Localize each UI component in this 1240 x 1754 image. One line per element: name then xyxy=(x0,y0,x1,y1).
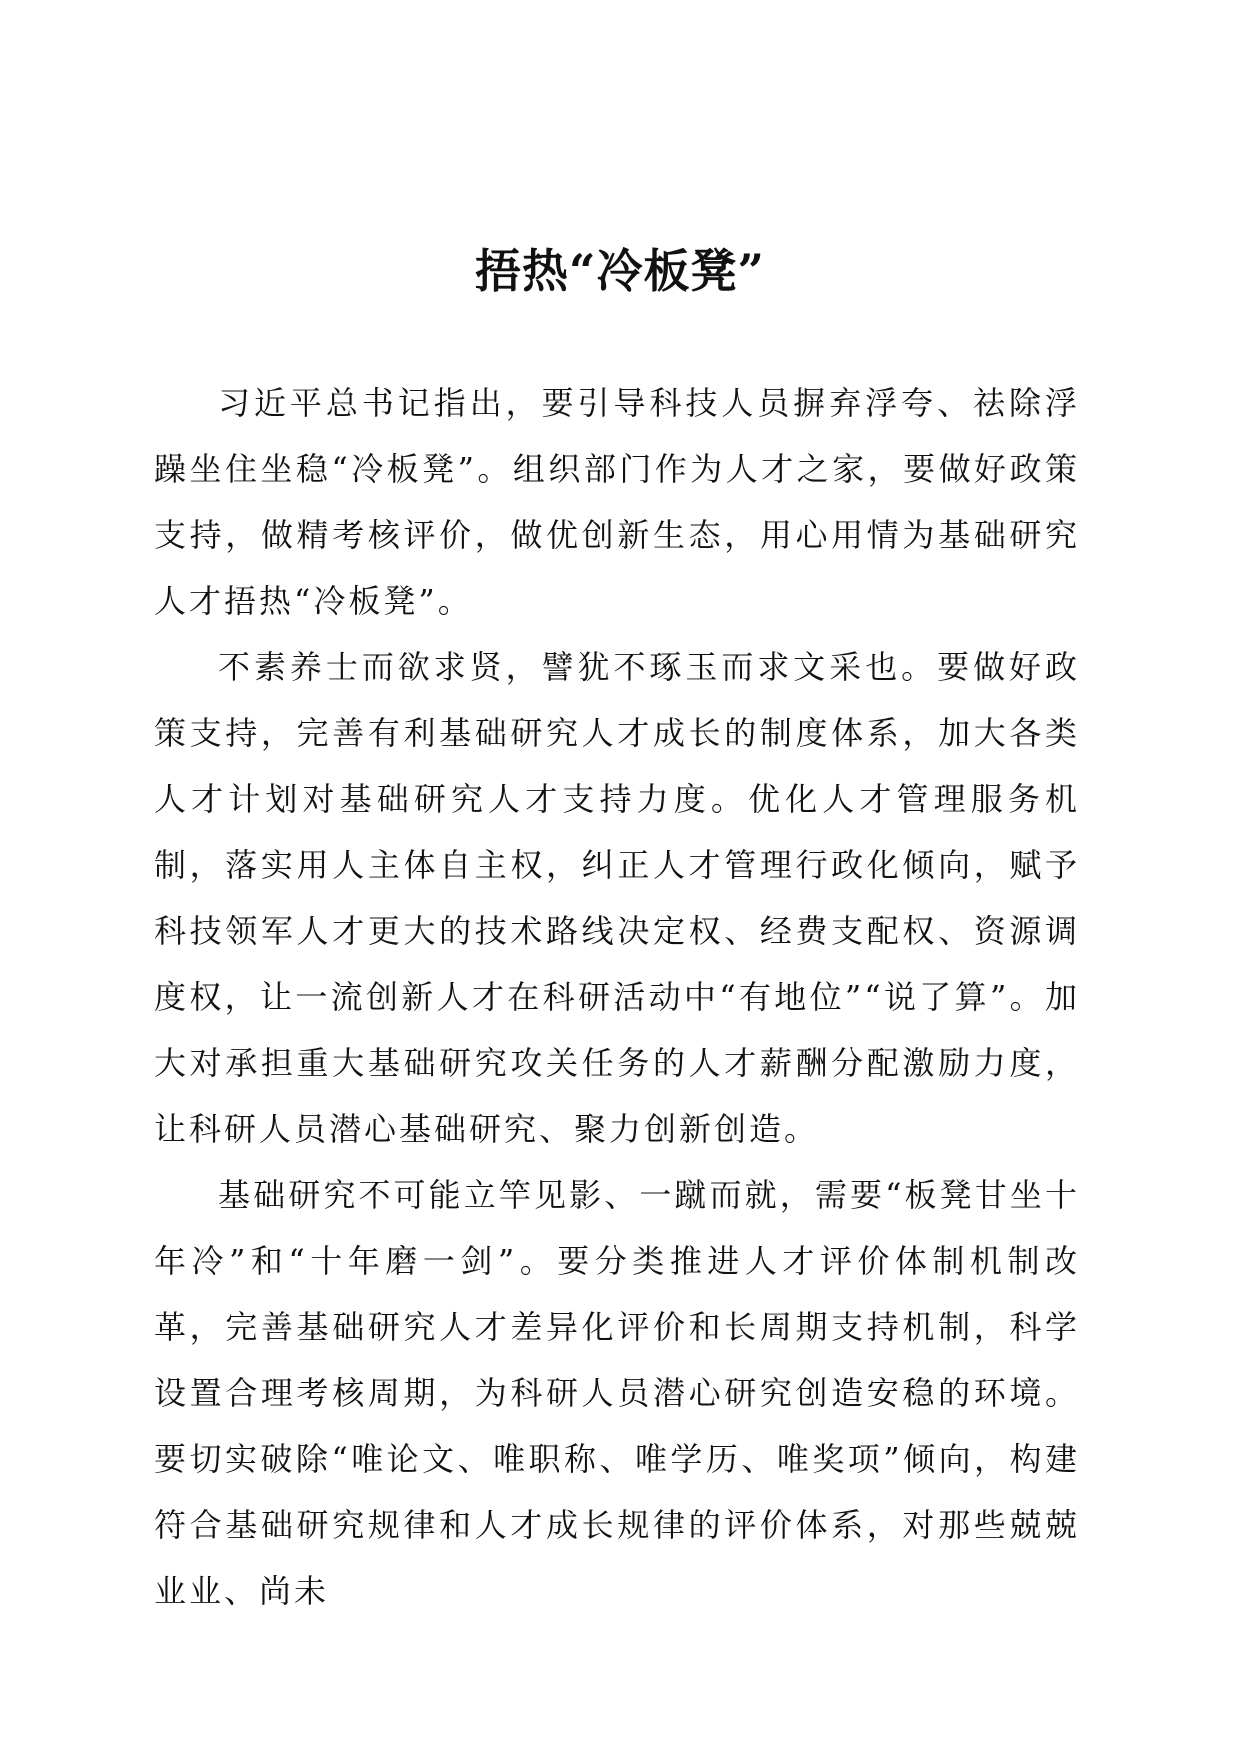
paragraph-2: 不素养士而欲求贤，譬犹不琢玉而求文采也。要做好政策支持，完善有利基础研究人才成长的制度体系，加大各类人才计划对基础研究人才支持力度。优化人才管理服务机制，落实用人主体自主权，纠正人才管理行政化倾向，赋予科技领军人才更大的技术路线决定权、经费支配权、资源调度权，让一流创新人才在科研活动中“有地位”“说了算”。加大对承担重大基础研究攻关任务的人才薪酬分配激励力度，让科研人员潜心基础研究、聚力创新创造。 xyxy=(154,648,1080,1148)
paragraph-1: 习近平总书记指出，要引导科技人员摒弃浮夸、祛除浮躁坐住坐稳“冷板凳”。组织部门作为人才之家，要做好政策支持，做精考核评价，做优创新生态，用心用情为基础研究人才捂热“冷板凳”。 xyxy=(154,384,1080,620)
paragraph-3: 基础研究不可能立竿见影、一蹴而就，需要“板凳甘坐十年冷”和“十年磨一剑”。要分类推进人才评价体制机制改革，完善基础研究人才差异化评价和长周期支持机制，科学设置合理考核周期，为科研人员潜心研究创造安稳的环境。要切实破除“唯论文、唯职称、唯学历、唯奖项”倾向，构建符合基础研究规律和人才成长规律的评价体系，对那些兢兢业业、尚未 xyxy=(154,1176,1080,1610)
document-body xyxy=(154,370,1080,1624)
document-title: 捂热“冷板凳” xyxy=(475,244,765,298)
